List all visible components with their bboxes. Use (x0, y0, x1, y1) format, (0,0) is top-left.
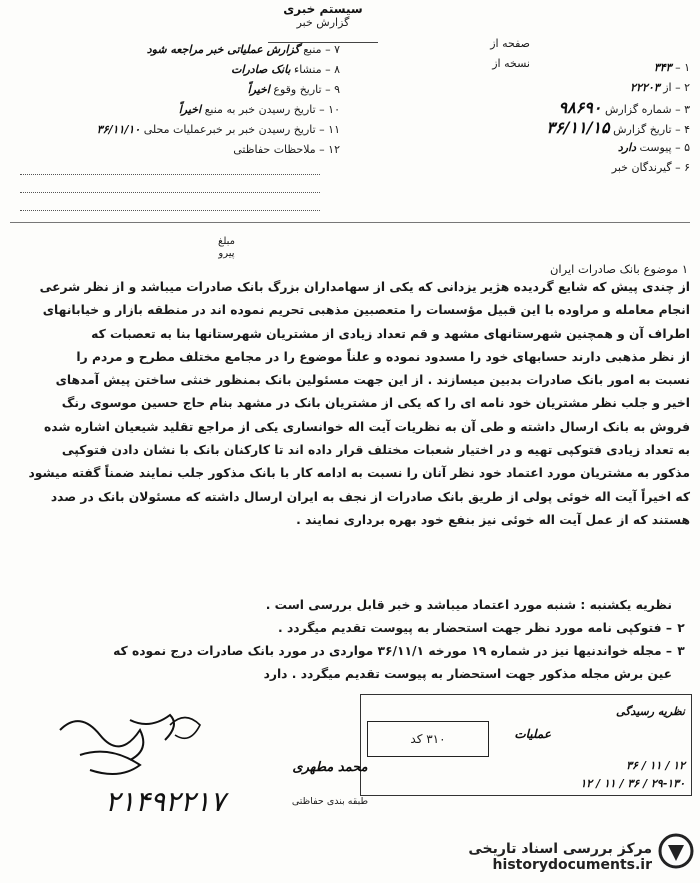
field-recipients (395, 158, 690, 178)
body-line: از چندی پیش که شایع گردیده هژیر یزدانی که یکی از سهامداران بزرگ بانک صادرات میباشد و از نظر شرعی (39, 280, 690, 294)
field-origin-value: بانک صادرات (231, 63, 291, 76)
field-origin (10, 60, 340, 80)
body-line: اخیر و جلب نظر مشتریان خود نامه ای را که یکی از مشتریان بانک در مشهد بنام حاج حسین موسوی رنگ (61, 396, 690, 411)
field-attachment-value: دارد (617, 141, 636, 154)
archive-logo-icon (658, 833, 694, 869)
body-line: هستند که از عمل آیت اله خوئی نیز بنفع خود بهره برداری نمایند . (296, 512, 690, 527)
blank-line-2 (10, 178, 340, 196)
field-report-date-value: ۳۶/۱۱/۱۵ (546, 118, 610, 137)
from-label-2: از (492, 57, 501, 70)
field-event-date-label: ۹ – تاریخ وقوع (273, 83, 340, 96)
field-attachment-label: ۵ – پیوست (639, 141, 690, 154)
field-report-number-value: ۹۸۶۹۰ (558, 98, 602, 117)
field-security-notes (10, 140, 340, 160)
field-receipt-source-label: ۱۰ – تاریخ رسیدن خبر به منبع (204, 103, 340, 116)
field-receipt-source-value: اخیراً (178, 103, 202, 116)
review-stamp-unit: عملیات (514, 727, 551, 741)
field-source-label: ۷ – منبع (303, 43, 340, 56)
notes-list (10, 594, 690, 686)
field-1-label: ۱ – (675, 61, 690, 74)
header-right-fields (395, 58, 690, 178)
archive-number: ۲۱۴۹۲۲۱۷ (105, 785, 226, 818)
field-event-date (10, 80, 340, 100)
body-line: به تعداد زیادی فتوکپی تهیه و در اختیار شعبات مختلف قرار داده اند تا کارکنان بانک با نشان دادن فتوکپی (61, 443, 690, 458)
field-source (10, 40, 340, 60)
subject-line: ۱ موضوع بانک صادرات ایران (549, 262, 688, 276)
watermark (468, 841, 652, 873)
review-stamp-date: ۱۲ / ۱۱ / ۳۶ (626, 759, 685, 772)
body-line: اطراف آن و همچنین شهرستانهای مشهد و قم تعداد زیادی از مشتریان شهرستانها بنا به تعصبات که (91, 326, 690, 341)
body-line: فروش به بانک ارسال داشته و طی آن به نظریات آیت اله خوانساری یکی از مراجع تقلید شیعیان اشاره شده (43, 419, 690, 434)
field-origin-label: ۸ – منشاء (294, 63, 340, 76)
review-stamp-ref: ۲۹-۱۳۰ / ۳۶ / ۱۱ / ۱۲ (580, 777, 685, 790)
field-receipt-local-value: ۳۶/۱۱/۱۰ (96, 123, 141, 136)
field-event-date-value: اخیراً (247, 83, 270, 96)
section-divider (10, 222, 690, 223)
field-receipt-local (10, 120, 340, 140)
blank-line-1 (10, 160, 340, 178)
top-stamp (268, 2, 378, 43)
list-item: ۳– مجله خواندنیها نیز در شماره ۱۹ مورخه ۳۶/۱۱/۱ مواردی در مورد بانک صادرات درج نموده که (113, 644, 685, 658)
watermark-title: مرکز بررسی اسناد تاریخی (468, 841, 652, 857)
signature-name: محمد مطهری (292, 760, 368, 775)
body-line: که اخیراً آیت اله خوئی پولی از طریق بانک صادرات از نجف به ایران ارسال داشته که مسئولان بانک در صدد (50, 489, 690, 504)
signature-caption: طبقه بندی حفاظتی (291, 796, 369, 807)
review-stamp-title: نظریه رسیدگی (616, 705, 685, 718)
field-receipt-local-label: ۱۱ – تاریخ رسیدن خبر بر خبرعملیات محلی (143, 123, 340, 136)
field-2 (395, 78, 690, 98)
field-2-value: ۲۲۲۰۳ (630, 81, 660, 94)
body-line: مذکور به مشتریان مورد اعتماد خود نظر آنان را نسبت به ادامه کار با بانک مذکور جلب نمایند ضمناً گفته میشود (28, 466, 690, 481)
blank-line-3 (10, 196, 340, 214)
margin-note-line2: پیرو (218, 248, 235, 259)
field-receipt-source (10, 100, 340, 120)
page-label: صفحه (502, 37, 530, 50)
field-attachment (395, 138, 690, 158)
field-1 (395, 58, 690, 78)
field-report-date-label: ۴ – تاریخ گزارش (613, 123, 690, 136)
body-line: انجام معامله و مراوده با این قبیل مؤسسات را متعصبین مذهبی تحریم نموده اند در منطقه بازار و خیابانهای (42, 303, 690, 318)
list-item: ۲– فتوکپی نامه مورد نظر جهت استحضار به پیوست تقدیم میگردد . (278, 621, 685, 635)
field-report-date (395, 118, 690, 138)
review-stamp-code: ۳۱۰ کد (367, 721, 489, 757)
top-stamp-line1: سیستم خبری (283, 2, 363, 16)
margin-note (218, 236, 235, 260)
list-item: نظریه یکشنبه : شنبه مورد اعتماد میباشد و خبر قابل بررسی است . (265, 598, 672, 612)
field-2-label: ۲ – از (663, 81, 690, 94)
field-security-notes-label: ۱۲ – ملاحظات حفاظتی (233, 143, 340, 156)
body-line: نسبت به امور بانک صادرات بدبین میسازند . از این جهت مسئولین بانک بمنظور خنثی ساختن پیش آمدهای (55, 373, 690, 388)
field-source-value: گزارش عملیاتی خبر مراجعه شود (146, 43, 300, 56)
field-report-number-label: ۳ – شماره گزارش (604, 103, 690, 116)
top-stamp-line2: گزارش خبر (296, 16, 350, 29)
copy-label: نسخه (504, 57, 530, 70)
margin-note-line1: مبلغ (218, 236, 236, 247)
field-1-value: ۳۴۳ (653, 61, 672, 74)
header-left-fields (10, 40, 340, 214)
body-line: از نظر مذهبی دارند حسابهای خود را مسدود نموده و علناً موضوع را در مجامع مختلف مطرح و مردم را (76, 349, 690, 364)
from-label-1: از (490, 37, 499, 50)
field-recipients-label: ۶ – گیرندگان خبر (611, 161, 690, 174)
field-report-number (395, 98, 690, 118)
review-stamp (360, 694, 692, 796)
list-item: عین برش مجله مذکور جهت استحضار به پیوست تقدیم میگردد . دارد (263, 667, 672, 681)
watermark-url: historydocuments.ir (492, 857, 652, 873)
report-body (10, 276, 690, 532)
